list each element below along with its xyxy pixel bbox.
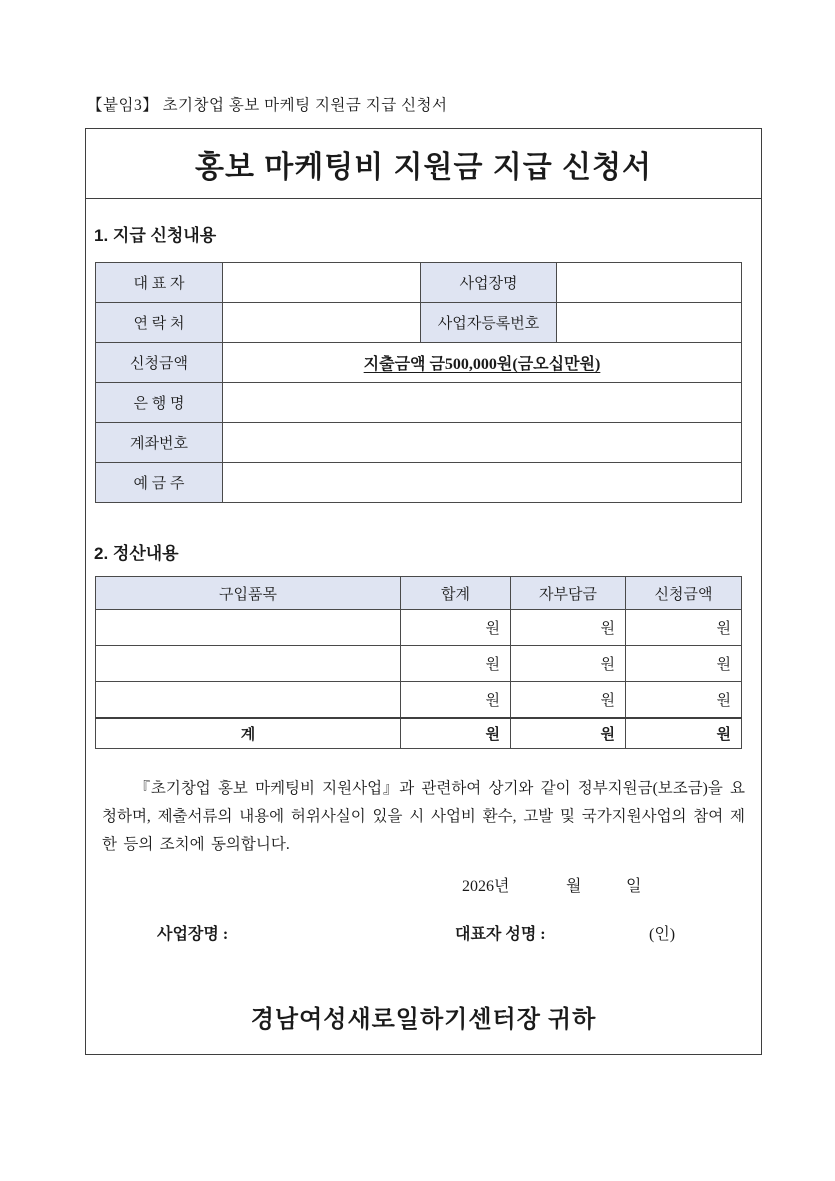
date-month: 월 <box>566 878 582 895</box>
self-funded-won-cell[interactable]: 원 <box>511 610 626 646</box>
contact-field[interactable] <box>223 303 421 343</box>
bank-name-field[interactable] <box>223 383 742 423</box>
account-no-label: 계좌번호 <box>96 423 223 463</box>
account-holder-label: 예 금 주 <box>96 463 223 503</box>
document-title: 홍보 마케팅비 지원금 지급 신청서 <box>194 150 653 184</box>
col-header-requested: 신청금액 <box>626 577 742 610</box>
settlement-header-row <box>96 577 742 610</box>
payment-request-table <box>95 262 742 503</box>
requested-sum-cell[interactable]: 원 <box>626 718 742 749</box>
account-holder-field[interactable] <box>223 463 742 503</box>
recipient-line: 경남여성새로일하기센터장 귀하 <box>250 1007 597 1033</box>
item-field[interactable] <box>96 646 401 682</box>
total-won-cell[interactable]: 원 <box>401 682 511 718</box>
signature-seal-mark: (인) <box>649 926 676 943</box>
table-row <box>96 343 742 383</box>
request-amount-label: 신청금액 <box>96 343 223 383</box>
table-row <box>96 463 742 503</box>
section-heading-payment-request: 1. 지급 신청내용 <box>94 226 217 245</box>
declaration-paragraph: 『초기창업 홍보 마케팅비 지원사업』과 관련하여 상기와 같이 정부지원금(보조금)을 요청하며, 제출서류의 내용에 허위사실이 있을 시 사업비 환수, 고발 및 국가지원사업의 참여 제한 등의 조치에 동의합니다. <box>102 780 745 853</box>
col-header-self-funded: 자부담금 <box>511 577 626 610</box>
date-year: 2026년 <box>462 878 510 895</box>
signature-ceo-name-label: 대표자 성명 : <box>455 926 546 943</box>
table-row <box>96 646 742 682</box>
self-funded-sum-cell[interactable]: 원 <box>511 718 626 749</box>
requested-won-cell[interactable]: 원 <box>626 646 742 682</box>
date-day: 일 <box>626 878 642 895</box>
form-border-box <box>85 128 762 1055</box>
settlement-total-row <box>96 718 742 749</box>
total-won-cell[interactable]: 원 <box>401 646 511 682</box>
table-row <box>96 610 742 646</box>
request-amount-value: 지출금액 금500,000원(금오십만원) <box>363 356 601 373</box>
representative-label: 대 표 자 <box>96 263 223 303</box>
table-row <box>96 383 742 423</box>
col-header-total: 합계 <box>401 577 511 610</box>
self-funded-won-cell[interactable]: 원 <box>511 682 626 718</box>
title-section <box>86 129 761 199</box>
self-funded-won-cell[interactable]: 원 <box>511 646 626 682</box>
col-header-item: 구입품목 <box>96 577 401 610</box>
signature-business-name-label: 사업장명 : <box>157 926 229 943</box>
business-reg-no-label: 사업자등록번호 <box>421 303 557 343</box>
table-row <box>96 423 742 463</box>
total-sum-cell[interactable]: 원 <box>401 718 511 749</box>
table-row <box>96 682 742 718</box>
business-name-field[interactable] <box>557 263 742 303</box>
account-no-field[interactable] <box>223 423 742 463</box>
table-row <box>96 263 742 303</box>
contact-label: 연 락 처 <box>96 303 223 343</box>
date-line <box>86 873 761 895</box>
total-won-cell[interactable]: 원 <box>401 610 511 646</box>
business-reg-no-field[interactable] <box>557 303 742 343</box>
signature-line <box>86 921 761 945</box>
attachment-label: 【붙임3】 초기창업 홍보 마케팅 지원금 지급 신청서 <box>87 97 448 114</box>
bank-name-label: 은 행 명 <box>96 383 223 423</box>
settlement-table <box>95 576 742 749</box>
section-heading-settlement: 2. 정산내용 <box>94 544 179 563</box>
representative-field[interactable] <box>223 263 421 303</box>
total-row-label: 계 <box>96 718 401 749</box>
request-amount-field[interactable] <box>223 343 742 383</box>
table-row <box>96 303 742 343</box>
requested-won-cell[interactable]: 원 <box>626 610 742 646</box>
business-name-label: 사업장명 <box>421 263 557 303</box>
item-field[interactable] <box>96 610 401 646</box>
item-field[interactable] <box>96 682 401 718</box>
requested-won-cell[interactable]: 원 <box>626 682 742 718</box>
